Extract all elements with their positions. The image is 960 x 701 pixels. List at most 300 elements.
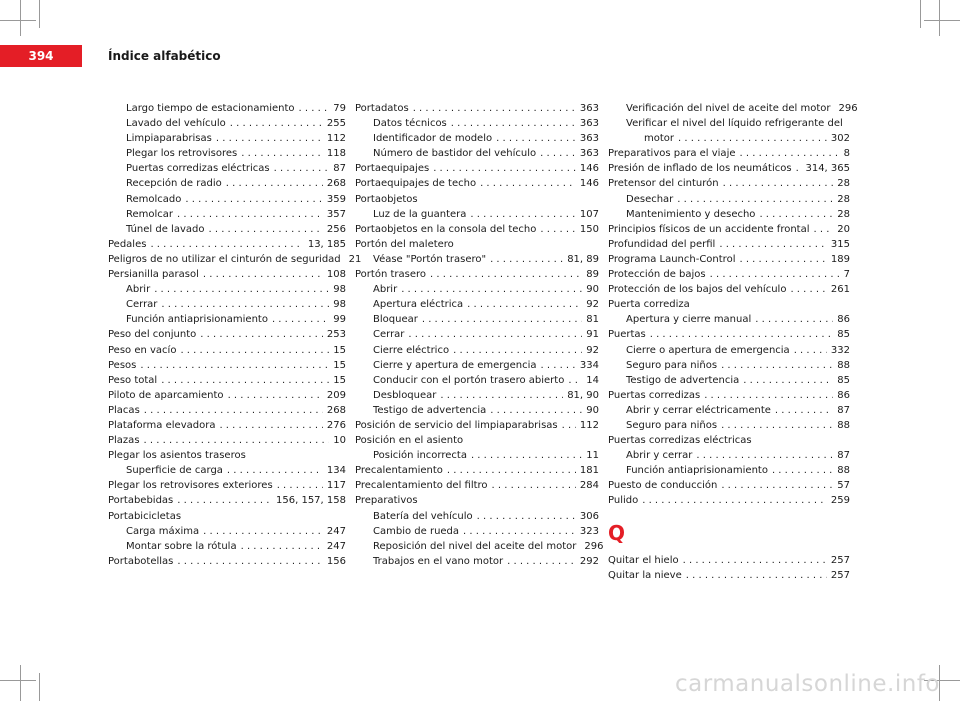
crop-mark — [924, 20, 960, 21]
leader-dots — [161, 373, 329, 388]
entry-page-ref[interactable]: 146 — [579, 163, 599, 175]
leader-dots — [677, 192, 833, 207]
entry-label: Puertas corredizas eléctricas — [126, 163, 270, 175]
leader-dots — [492, 478, 576, 493]
leader-dots — [219, 418, 322, 433]
entry-label: Apertura eléctrica — [373, 299, 464, 311]
entry-page-ref[interactable]: 89 — [586, 269, 599, 281]
leader-dots — [144, 403, 323, 418]
entry-page-ref[interactable]: 209 — [326, 389, 346, 401]
entry-label: Cerrar — [126, 299, 158, 311]
entry-page-ref[interactable]: 86 — [837, 389, 850, 401]
entry-label: Piloto de aparcamiento — [108, 389, 224, 401]
entry-label: Posición incorrecta — [373, 450, 467, 462]
entry-page-ref[interactable]: 189 — [830, 253, 850, 265]
entry-label: Portabebidas — [108, 495, 174, 507]
index-entry — [608, 388, 850, 403]
index-entry — [608, 146, 850, 161]
leader-dots — [144, 433, 330, 448]
index-subentry — [355, 312, 599, 327]
index-subentry — [108, 463, 346, 478]
index-column-1 — [108, 101, 362, 569]
leader-dots — [678, 131, 827, 146]
leader-dots — [540, 222, 576, 237]
entry-page-ref[interactable]: 79 — [333, 103, 346, 114]
leader-dots — [447, 463, 576, 478]
leader-dots — [477, 509, 576, 524]
entry-label: Quitar el hielo — [608, 554, 679, 566]
entry-label: Preparativos para el viaje — [608, 148, 736, 160]
entry-page-ref[interactable]: 150 — [579, 223, 599, 235]
index-entry — [108, 327, 346, 342]
entry-label: Desechar — [626, 193, 674, 205]
entry-page-ref[interactable]: 253 — [326, 329, 346, 341]
index-subentry — [108, 312, 346, 327]
entry-page-ref[interactable]: 81, 90 — [567, 389, 599, 401]
entry-page-ref[interactable]: 98 — [333, 284, 346, 296]
entry-page-ref[interactable]: 334 — [579, 359, 599, 371]
index-entry — [108, 388, 346, 403]
entry-label: Precalentamiento del filtro — [355, 480, 488, 492]
entry-page-ref[interactable]: 363 — [579, 133, 599, 145]
leader-dots — [710, 267, 840, 282]
entry-label: Persianilla parasol — [108, 269, 199, 281]
index-subentry — [108, 282, 346, 297]
index-heading: Puertas corredizas eléctricas — [608, 435, 752, 447]
watermark: carmanualsonline.info — [674, 671, 940, 697]
entry-label: Protección de los bajos del vehículo — [608, 284, 787, 296]
entry-page-ref[interactable]: 256 — [326, 223, 346, 235]
crop-mark — [20, 0, 21, 36]
entry-label: Protección de bajos — [608, 269, 706, 281]
index-heading: Verificar el nivel del líquido refrigerante del — [626, 118, 843, 130]
entry-label: Portaequipajes de techo — [355, 178, 477, 190]
entry-page-ref[interactable]: 259 — [830, 495, 850, 507]
index-entry — [355, 101, 599, 116]
index-subentry — [608, 463, 850, 478]
entry-page-ref[interactable]: 255 — [326, 118, 346, 130]
entry-page-ref[interactable]: 87 — [333, 163, 346, 175]
entry-label: Posición de servicio del limpiaparabrisas — [355, 419, 558, 431]
entry-page-ref[interactable]: 88 — [837, 359, 850, 371]
entry-page-ref[interactable]: 57 — [837, 480, 850, 492]
entry-page-ref[interactable]: 92 — [586, 344, 599, 356]
entry-page-ref[interactable]: 7 — [843, 269, 850, 281]
index-entry — [355, 418, 599, 433]
entry-page-ref[interactable]: 315 — [830, 238, 850, 250]
entry-label: Mantenimiento y desecho — [626, 208, 756, 220]
index-entry — [355, 463, 599, 478]
index-subentry — [355, 448, 599, 463]
index-subentry — [108, 101, 346, 116]
entry-label: Apertura y cierre manual — [626, 314, 752, 326]
entry-page-ref[interactable]: 359 — [326, 193, 346, 205]
index-heading: Portón del maletero — [355, 238, 454, 250]
index-subentry — [355, 343, 599, 358]
entry-page-ref[interactable]: 85 — [837, 329, 850, 341]
index-column-3 — [608, 101, 858, 583]
leader-dots — [177, 554, 323, 569]
entry-page-ref[interactable]: 181 — [579, 465, 599, 477]
index-subentry — [608, 343, 850, 358]
index-subentry — [608, 418, 850, 433]
entry-page-ref[interactable]: 276 — [326, 419, 346, 431]
leader-dots — [408, 327, 582, 342]
leader-dots — [540, 146, 576, 161]
entry-label: Testigo de advertencia — [626, 374, 740, 386]
entry-label: Número de bastidor del vehículo — [373, 148, 537, 160]
entry-page-ref[interactable]: 88 — [837, 465, 850, 477]
entry-label: Recepción de radio — [126, 178, 222, 190]
index-entry — [108, 418, 346, 433]
leader-dots — [161, 297, 329, 312]
leader-dots — [683, 553, 827, 568]
entry-label: Identificador de modelo — [373, 133, 493, 145]
index-entry — [108, 403, 346, 418]
leader-dots — [180, 343, 329, 358]
entry-label: Montar sobre la rótula — [126, 540, 237, 552]
entry-label: Reposición del nivel del aceite del motor — [373, 540, 577, 552]
entry-page-ref[interactable]: 99 — [333, 314, 346, 326]
leader-dots — [755, 312, 833, 327]
entry-label: Peligros de no utilizar el cinturón de seguridad — [108, 253, 341, 265]
index-subentry — [608, 403, 850, 418]
entry-page-ref[interactable]: 247 — [326, 525, 346, 537]
index-entry — [608, 282, 850, 297]
entry-label: Abrir — [373, 284, 398, 296]
entry-page-ref[interactable]: 314, 365 — [805, 163, 850, 175]
entry-page-ref[interactable]: 268 — [326, 404, 346, 416]
index-subentry — [108, 539, 346, 554]
index-entry — [355, 222, 599, 237]
entry-page-ref[interactable]: 8 — [843, 148, 850, 160]
leader-dots — [228, 388, 323, 403]
crop-mark — [39, 0, 40, 28]
leader-dots — [241, 539, 323, 554]
entry-label: Placas — [108, 404, 140, 416]
entry-label: Portón trasero — [355, 269, 426, 281]
entry-label: Plegar los retrovisores — [126, 148, 238, 160]
leader-dots — [490, 403, 582, 418]
index-heading: Portabicicletas — [108, 510, 182, 522]
entry-label: Remolcar — [126, 208, 174, 220]
leader-dots — [440, 388, 563, 403]
crop-mark — [39, 673, 40, 701]
leader-dots — [759, 207, 833, 222]
entry-label: Desbloquear — [373, 389, 437, 401]
entry-label: Profundidad del perfil — [608, 238, 716, 250]
leader-dots — [203, 267, 323, 282]
entry-page-ref[interactable]: 10 — [333, 435, 346, 447]
index-subentry — [608, 373, 850, 388]
entry-page-ref[interactable]: 134 — [326, 465, 346, 477]
entry-label: Portabotellas — [108, 555, 174, 567]
index-subentry — [608, 312, 850, 327]
entry-page-ref[interactable]: 81 — [586, 314, 599, 326]
entry-page-ref[interactable]: 332 — [830, 344, 850, 356]
leader-dots — [470, 207, 576, 222]
index-subentry — [108, 116, 346, 131]
entry-page-ref[interactable]: 91 — [586, 329, 599, 341]
entry-label: Puesto de conducción — [608, 480, 718, 492]
entry-page-ref[interactable]: 81, 89 — [567, 253, 599, 265]
entry-label: Luz de la guantera — [373, 208, 467, 220]
index-subentry — [108, 192, 346, 207]
entry-page-ref[interactable]: 296 — [838, 103, 858, 114]
entry-page-ref[interactable]: 323 — [579, 525, 599, 537]
index-entry — [108, 493, 346, 508]
leader-dots — [185, 192, 323, 207]
page-title: Índice alfabético — [82, 45, 960, 67]
leader-dots — [226, 176, 323, 191]
leader-dots — [814, 222, 834, 237]
entry-page-ref[interactable]: 15 — [333, 344, 346, 356]
crop-mark — [0, 680, 36, 681]
entry-page-ref[interactable]: 363 — [579, 148, 599, 160]
index-subentry — [108, 161, 346, 176]
entry-label: Carga máxima — [126, 525, 200, 537]
leader-dots — [467, 297, 582, 312]
entry-label: Portaequipajes — [355, 163, 430, 175]
leader-dots — [541, 358, 576, 373]
entry-page-ref[interactable]: 88 — [837, 419, 850, 431]
entry-page-ref[interactable]: 14 — [586, 374, 599, 386]
index-entry — [108, 554, 346, 569]
entry-page-ref[interactable]: 98 — [333, 299, 346, 311]
entry-label: Remolcado — [126, 193, 182, 205]
leader-dots — [471, 448, 582, 463]
leader-dots — [422, 312, 582, 327]
leader-dots — [562, 418, 576, 433]
section-letter: Q — [608, 520, 626, 545]
entry-label: Verificación del nivel de aceite del motor — [626, 103, 831, 114]
index-subentry — [355, 373, 599, 388]
leader-dots — [241, 146, 323, 161]
leader-dots — [277, 478, 323, 493]
entry-page-ref[interactable]: 247 — [326, 540, 346, 552]
leader-dots — [216, 131, 323, 146]
entry-page-ref[interactable]: 21 — [348, 253, 362, 265]
entry-page-ref[interactable]: 156 — [326, 555, 346, 567]
entry-label: Precalentamiento — [355, 465, 443, 477]
leader-dots — [401, 282, 582, 297]
leader-dots — [723, 176, 834, 191]
entry-page-ref[interactable]: 28 — [837, 178, 850, 190]
entry-page-ref[interactable]: 156, 157, 158 — [276, 495, 346, 507]
entry-page-ref[interactable]: 284 — [579, 480, 599, 492]
leader-dots — [721, 358, 833, 373]
leader-dots — [480, 176, 576, 191]
entry-label: Túnel de lavado — [126, 223, 205, 235]
entry-label: Presión de inflado de los neumáticos — [608, 163, 792, 175]
entry-page-ref[interactable]: 306 — [579, 510, 599, 522]
leader-dots — [177, 207, 323, 222]
entry-label: Función antiaprisionamiento — [626, 465, 768, 477]
entry-page-ref[interactable]: 363 — [579, 118, 599, 130]
leader-dots — [796, 161, 802, 176]
crop-mark — [20, 665, 21, 701]
entry-label: Programa Launch-Control — [608, 253, 736, 265]
entry-page-ref[interactable]: 302 — [830, 133, 850, 145]
entry-page-ref[interactable]: 112 — [579, 419, 599, 431]
entry-page-ref[interactable]: 292 — [579, 555, 599, 567]
index-subentry — [108, 146, 346, 161]
entry-page-ref[interactable]: 86 — [837, 314, 850, 326]
entry-page-ref[interactable]: 85 — [837, 374, 850, 386]
index-entry — [355, 267, 599, 282]
index-subentry — [108, 222, 346, 237]
leader-dots — [568, 373, 582, 388]
leader-dots — [227, 463, 323, 478]
entry-page-ref[interactable]: 257 — [830, 569, 850, 581]
leader-dots — [140, 358, 329, 373]
entry-label: Abrir y cerrar — [626, 450, 693, 462]
entry-page-ref[interactable]: 118 — [326, 148, 346, 160]
index-subentry — [355, 131, 599, 146]
entry-label: Lavado del vehículo — [126, 118, 226, 130]
index-heading: Preparativos — [355, 495, 418, 507]
entry-page-ref[interactable]: 357 — [326, 208, 346, 220]
entry-page-ref[interactable]: 268 — [326, 178, 346, 190]
entry-page-ref[interactable]: 146 — [579, 178, 599, 190]
index-subentry — [608, 207, 850, 222]
leader-dots — [790, 282, 826, 297]
index-entry — [608, 222, 850, 237]
leader-dots — [274, 161, 330, 176]
entry-page-ref[interactable]: 363 — [579, 103, 599, 114]
entry-page-ref[interactable]: 87 — [837, 404, 850, 416]
entry-label: Puertas — [608, 329, 646, 341]
index-entry — [108, 373, 346, 388]
leader-dots — [721, 478, 833, 493]
index-entry — [608, 176, 850, 191]
page-number: 394 — [0, 45, 82, 67]
leader-dots — [413, 101, 576, 116]
entry-label: Conducir con el portón trasero abierto — [373, 374, 565, 386]
entry-label: Peso del conjunto — [108, 329, 197, 341]
entry-label: Portadatos — [355, 103, 409, 114]
index-subentry — [355, 358, 599, 373]
entry-page-ref[interactable]: 28 — [837, 193, 850, 205]
entry-page-ref[interactable]: 90 — [586, 284, 599, 296]
index-subentry — [355, 327, 599, 342]
leader-dots — [463, 524, 576, 539]
leader-dots — [719, 237, 827, 252]
entry-page-ref[interactable]: 257 — [830, 554, 850, 566]
index-entry — [355, 176, 599, 191]
index-subentry — [108, 207, 346, 222]
index-subentry — [355, 207, 599, 222]
entry-page-ref[interactable]: 90 — [586, 404, 599, 416]
entry-page-ref[interactable]: 11 — [586, 450, 599, 462]
entry-page-ref[interactable]: 92 — [586, 299, 599, 311]
index-entry — [108, 433, 346, 448]
leader-dots — [272, 312, 329, 327]
entry-page-ref[interactable]: 108 — [326, 269, 346, 281]
index-subentry — [608, 131, 850, 146]
leader-dots — [704, 388, 833, 403]
entry-label: Véase "Portón trasero" — [373, 253, 487, 265]
entry-label: Trabajos en el vano motor — [373, 555, 504, 567]
entry-label: Seguro para niños — [626, 419, 718, 431]
leader-dots — [686, 568, 827, 583]
index-subentry — [608, 192, 850, 207]
index-entry — [108, 237, 346, 252]
index-subentry — [608, 358, 850, 373]
leader-dots — [453, 343, 582, 358]
index-subentry — [108, 524, 346, 539]
entry-label: Peso total — [108, 374, 158, 386]
leader-dots — [739, 252, 826, 267]
index-subentry — [355, 509, 599, 524]
index-entry — [608, 568, 850, 583]
leader-dots — [775, 403, 833, 418]
entry-page-ref[interactable]: 112 — [326, 133, 346, 145]
entry-label: Plataforma elevadora — [108, 419, 216, 431]
index-entry — [108, 478, 346, 493]
crop-mark — [0, 20, 36, 21]
leader-dots — [154, 282, 329, 297]
index-subentry — [108, 297, 346, 312]
entry-label: Plazas — [108, 435, 140, 447]
entry-label: Testigo de advertencia — [373, 404, 487, 416]
index-entry — [608, 327, 850, 342]
entry-label: Principios físicos de un accidente frontal — [608, 223, 810, 235]
entry-page-ref[interactable]: 15 — [333, 359, 346, 371]
index-entry — [608, 252, 850, 267]
entry-page-ref[interactable]: 15 — [333, 374, 346, 386]
leader-dots — [230, 116, 323, 131]
entry-page-ref[interactable]: 87 — [837, 450, 850, 462]
entry-label: Bloquear — [373, 314, 418, 326]
index-heading: Plegar los asientos traseros — [108, 450, 246, 462]
index-subentry — [355, 116, 599, 131]
crop-mark — [920, 0, 921, 28]
entry-label: Cierre eléctrico — [373, 344, 450, 356]
leader-dots — [200, 327, 323, 342]
entry-label: Portaobjetos en la consola del techo — [355, 223, 537, 235]
entry-label: Abrir — [126, 284, 151, 296]
leader-dots — [696, 448, 833, 463]
entry-page-ref[interactable]: 20 — [837, 223, 850, 235]
leader-dots — [490, 252, 563, 267]
leader-dots — [208, 222, 322, 237]
entry-label: motor — [644, 133, 675, 145]
entry-label: Cierre y apertura de emergencia — [373, 359, 537, 371]
entry-page-ref[interactable]: 117 — [326, 480, 346, 492]
entry-page-ref[interactable]: 107 — [579, 208, 599, 220]
index-entry — [108, 267, 346, 282]
index-subentry — [355, 554, 599, 569]
entry-page-ref[interactable]: 28 — [837, 208, 850, 220]
index-subentry — [355, 524, 599, 539]
entry-label: Pesos — [108, 359, 137, 371]
index-subentry — [355, 297, 599, 312]
index-entry — [108, 252, 362, 267]
leader-dots — [430, 267, 582, 282]
leader-dots — [203, 524, 323, 539]
index-entry — [108, 358, 346, 373]
entry-page-ref[interactable]: 296 — [584, 540, 604, 552]
leader-dots — [740, 146, 840, 161]
entry-label: Cambio de rueda — [373, 525, 460, 537]
leader-dots — [772, 463, 833, 478]
index-subentry — [108, 176, 346, 191]
entry-page-ref[interactable]: 13, 185 — [307, 238, 346, 250]
entry-page-ref[interactable]: 261 — [830, 284, 850, 296]
entry-label: Función antiaprisionamiento — [126, 314, 268, 326]
entry-label: Limpiaparabrisas — [126, 133, 212, 145]
